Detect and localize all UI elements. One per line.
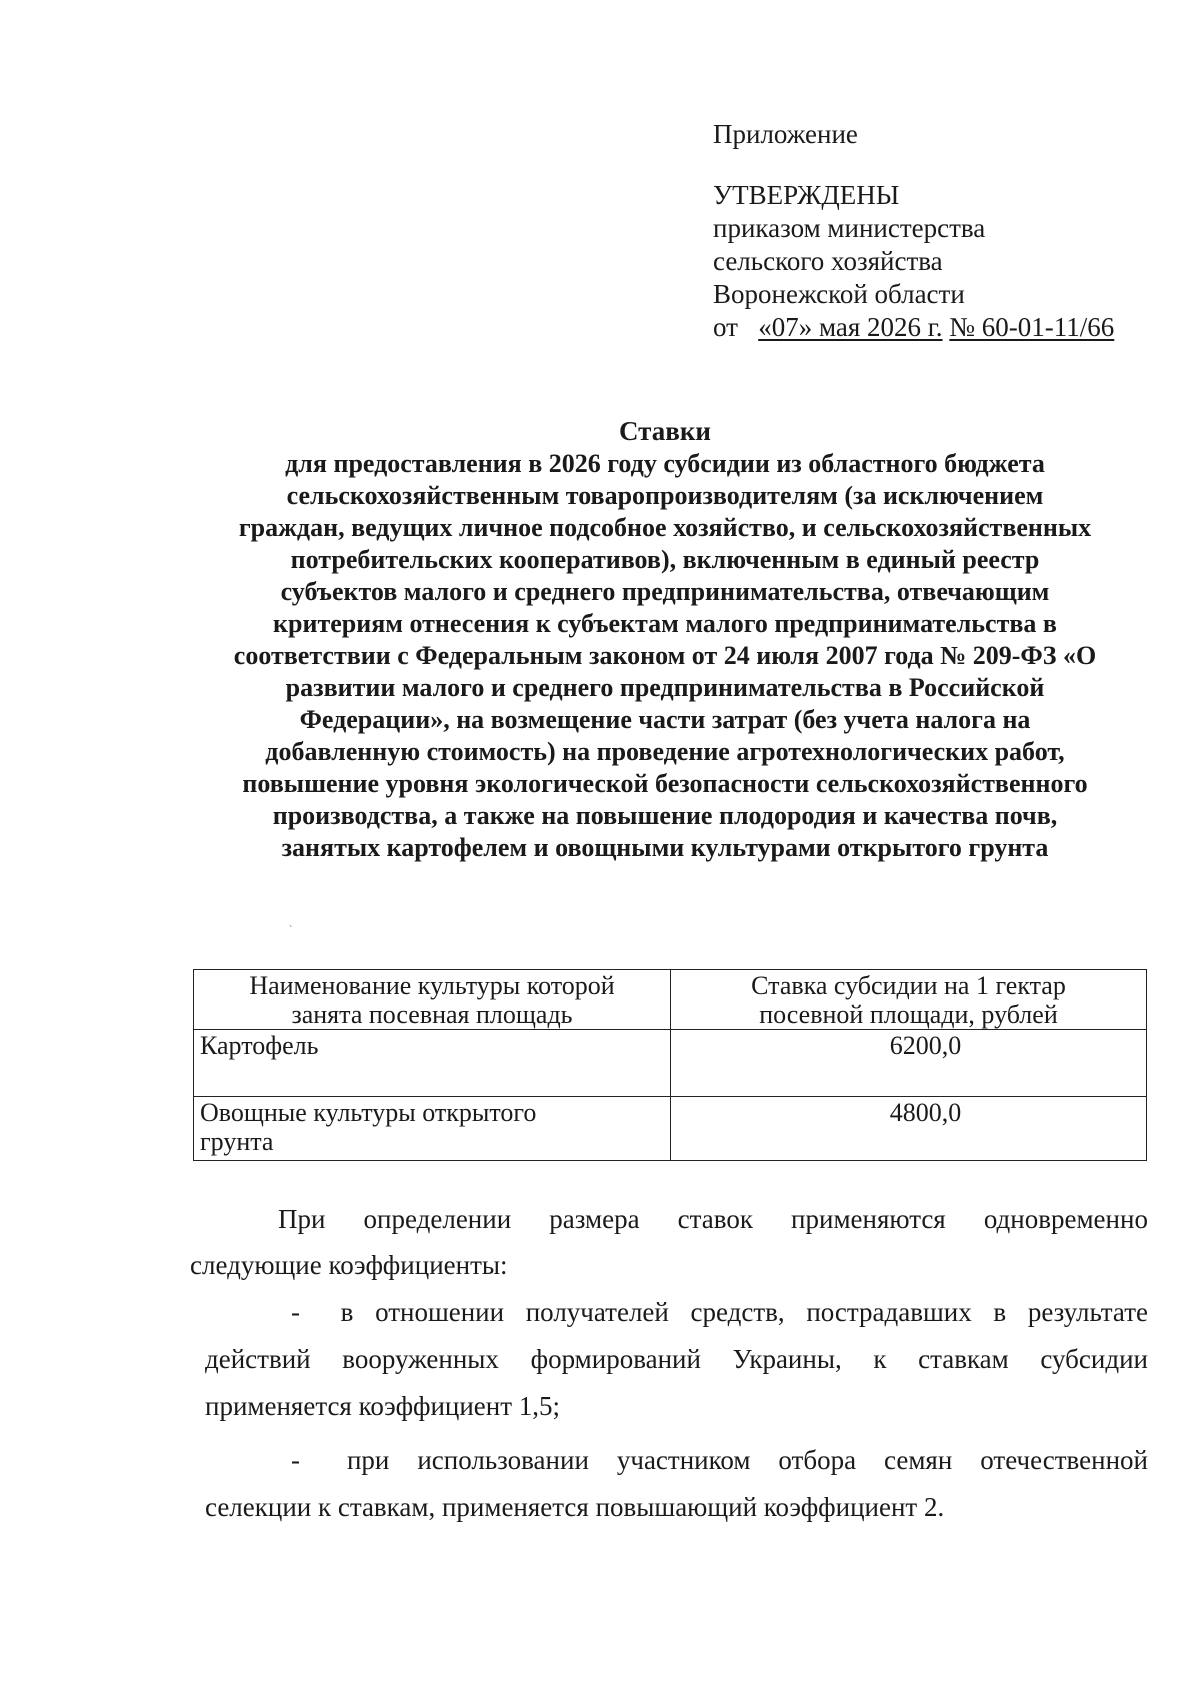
word: в bbox=[340, 1297, 354, 1327]
word: отечественной bbox=[980, 1445, 1148, 1475]
word: результате bbox=[1027, 1297, 1148, 1327]
document-title bbox=[170, 415, 1160, 864]
bullet-1-line-2 bbox=[205, 1336, 1148, 1383]
word: размера bbox=[549, 1204, 640, 1234]
word: к bbox=[873, 1344, 887, 1374]
bullet-item-1 bbox=[205, 1289, 1148, 1430]
word: При bbox=[278, 1204, 326, 1234]
table-row bbox=[194, 1030, 1147, 1097]
header-rate-line-1: Ставка субсидии на 1 гектар bbox=[751, 971, 1066, 1000]
rate-cell: 4800,0 bbox=[671, 1097, 1147, 1161]
title-line: граждан, ведущих личное подсобное хозяйство, и сельскохозяйственных bbox=[238, 513, 1092, 542]
word: формирований bbox=[530, 1344, 701, 1374]
title-line: занятых картофелем и овощными культурами открытого грунта bbox=[281, 833, 1049, 862]
word: вооруженных bbox=[342, 1344, 499, 1374]
appendix-label: Приложение bbox=[713, 119, 858, 149]
title-line: Федерации», на возмещение части затрат (без учета налога на bbox=[299, 705, 1031, 734]
approval-line-3: Воронежской области bbox=[713, 279, 965, 309]
bullet-1-line-1 bbox=[205, 1289, 1148, 1336]
word: в bbox=[993, 1297, 1007, 1327]
title-line: критериям отнесения к субъектам малого предпринимательства в bbox=[273, 609, 1057, 638]
word: средств, bbox=[690, 1297, 785, 1327]
rate-cell: 6200,0 bbox=[671, 1030, 1147, 1097]
order-date: «07» мая 2026 г. bbox=[758, 312, 943, 342]
word: применяются bbox=[791, 1204, 946, 1234]
word: субсидии bbox=[1040, 1344, 1148, 1374]
title-line: потребительских кооперативов), включенным в единый реестр bbox=[290, 545, 1040, 574]
word: семян bbox=[884, 1445, 953, 1475]
header-crop-line-1: Наименование культуры которой bbox=[249, 971, 615, 1000]
word: Украины, bbox=[732, 1344, 842, 1374]
rates-table bbox=[193, 969, 1147, 1161]
bullet-2-line-2: селекции к ставкам, применяется повышающий коэффициент 2. bbox=[205, 1492, 945, 1522]
approved-label: УТВЕРЖДЕНЫ bbox=[713, 180, 900, 210]
approval-block bbox=[713, 118, 1114, 344]
paragraph-line-2: следующие коэффициенты: bbox=[190, 1250, 508, 1280]
paragraph-line-1 bbox=[190, 1196, 1148, 1242]
word: при bbox=[346, 1445, 390, 1475]
word: определении bbox=[363, 1204, 512, 1234]
order-number: № 60-01-11/66 bbox=[949, 312, 1115, 342]
word: ставкам bbox=[918, 1344, 1009, 1374]
title-line: добавленную стоимость) на проведение агротехнологических работ, bbox=[265, 737, 1065, 766]
crop-name-cell bbox=[194, 1030, 671, 1097]
bullet-item-2 bbox=[205, 1437, 1148, 1531]
word: действий bbox=[205, 1344, 311, 1374]
title-line: развитии малого и среднего предпринимательства в Российской bbox=[285, 673, 1045, 702]
approval-line-2: сельского хозяйства bbox=[713, 246, 943, 276]
coefficients-paragraph bbox=[190, 1196, 1148, 1288]
title-line: субъектов малого и среднего предпринимательства, отвечающим bbox=[280, 577, 1050, 606]
bullet-2-line-1 bbox=[205, 1437, 1148, 1484]
table-row bbox=[194, 1097, 1147, 1161]
date-prefix: от bbox=[713, 312, 738, 342]
title-line: сельскохозяйственным товаропроизводителям (за исключением bbox=[286, 481, 1044, 510]
crop-name: Овощные культуры открытого bbox=[200, 1098, 537, 1127]
crop-name: Картофель bbox=[200, 1031, 319, 1060]
dash-marker: - bbox=[291, 1297, 300, 1327]
word: одновременно bbox=[983, 1204, 1148, 1234]
header-crop-line-2: занята посевная площадь bbox=[291, 1000, 573, 1029]
dash-marker: - bbox=[291, 1445, 300, 1475]
title-heading: Ставки bbox=[619, 416, 711, 446]
approval-date-line bbox=[713, 311, 1114, 344]
word: пострадавших bbox=[806, 1297, 972, 1327]
bullet-1-line-3: применяется коэффициент 1,5; bbox=[205, 1391, 561, 1421]
approval-line-1: приказом министерства bbox=[713, 213, 986, 243]
scan-speck: ` bbox=[289, 925, 293, 936]
title-line: производства, а также на повышение плодородия и качества почв, bbox=[272, 801, 1058, 830]
word: получателей bbox=[525, 1297, 669, 1327]
crop-name-line-2: грунта bbox=[200, 1127, 274, 1156]
header-crop-name bbox=[194, 970, 671, 1030]
title-line: соответствии с Федеральным законом от 24 июля 2007 года № 209-ФЗ «О bbox=[233, 641, 1097, 670]
table-header-row bbox=[194, 970, 1147, 1030]
header-rate-line-2: посевной площади, рублей bbox=[759, 1000, 1058, 1029]
title-line: повышение уровня экологической безопасности сельскохозяйственного bbox=[242, 769, 1088, 798]
word: использовании bbox=[417, 1445, 589, 1475]
crop-name-cell bbox=[194, 1097, 671, 1161]
word: ставок bbox=[677, 1204, 753, 1234]
word: отбора bbox=[778, 1445, 857, 1475]
word: участником bbox=[616, 1445, 751, 1475]
title-line: для предоставления в 2026 году субсидии из областного бюджета bbox=[285, 449, 1045, 478]
word: отношении bbox=[375, 1297, 505, 1327]
header-rate bbox=[671, 970, 1147, 1030]
